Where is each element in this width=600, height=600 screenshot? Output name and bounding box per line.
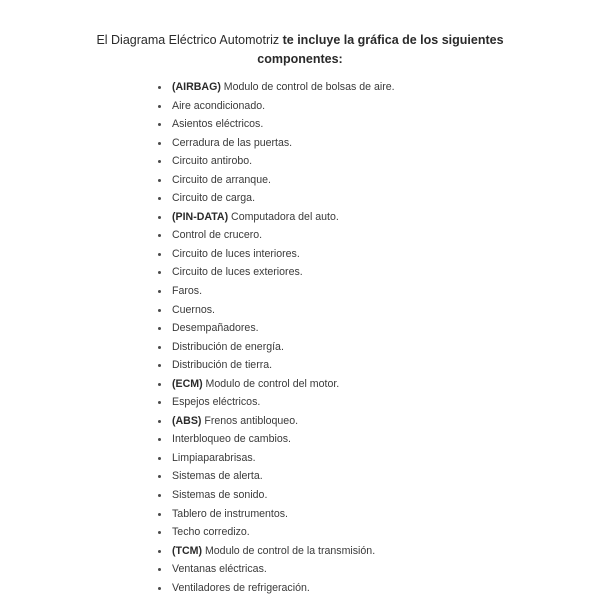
bullet-icon — [158, 401, 161, 404]
list-item — [157, 375, 395, 394]
item-text: Circuito de carga. — [172, 192, 256, 205]
item-text: Cerradura de las puertas. — [172, 136, 293, 149]
list-item — [157, 226, 395, 245]
item-text: Circuito de luces exteriores. — [172, 266, 303, 279]
item-code: (TCM) — [172, 544, 203, 557]
list-item — [157, 523, 395, 542]
list-item — [157, 430, 395, 449]
item-text: Circuito de luces interiores. — [172, 247, 300, 260]
item-text: Modulo de control de bolsas de aire. — [220, 81, 395, 93]
list-item — [157, 78, 395, 97]
list-item — [157, 319, 395, 338]
item-text: Ventiladores de refrigeración. — [172, 581, 310, 594]
component-list — [157, 78, 395, 597]
list-item — [157, 115, 395, 134]
item-code: (ECM) — [172, 377, 203, 390]
list-item — [157, 356, 395, 375]
bullet-icon — [158, 234, 161, 237]
bullet-icon — [158, 105, 161, 108]
item-code: (AIRBAG) — [172, 81, 221, 93]
list-item — [157, 542, 395, 561]
list-item — [157, 152, 395, 171]
list-item — [157, 393, 395, 412]
item-text: Limpiaparabrisas. — [172, 451, 256, 464]
list-item — [157, 301, 395, 320]
bullet-icon — [158, 346, 161, 349]
item-text: Distribución de tierra. — [172, 359, 273, 372]
item-text: Distribución de energía. — [172, 340, 284, 353]
bullet-icon — [158, 587, 161, 590]
item-text: Aire acondicionado. — [172, 99, 266, 112]
bullet-icon — [158, 364, 161, 367]
list-item — [157, 282, 395, 301]
bullet-icon — [158, 253, 161, 256]
bullet-icon — [158, 179, 161, 182]
list-item — [157, 560, 395, 579]
list-item — [157, 449, 395, 468]
item-text: Sistemas de alerta. — [172, 470, 263, 483]
bullet-icon — [158, 438, 161, 441]
bullet-icon — [158, 513, 161, 516]
list-item — [157, 579, 395, 598]
item-text: Sistemas de sonido. — [172, 489, 268, 502]
bullet-icon — [158, 383, 161, 386]
item-text: Interbloqueo de cambios. — [172, 433, 291, 446]
page-heading — [60, 31, 540, 69]
bullet-icon — [158, 475, 161, 478]
bullet-icon — [158, 494, 161, 497]
bullet-icon — [158, 550, 161, 553]
bullet-icon — [158, 123, 161, 126]
list-item — [157, 134, 395, 153]
bullet-icon — [158, 327, 161, 330]
bullet-icon — [158, 216, 161, 219]
list-item — [157, 171, 395, 190]
list-item — [157, 97, 395, 116]
bullet-icon — [158, 160, 161, 163]
list-item — [157, 338, 395, 357]
item-text: Espejos eléctricos. — [172, 396, 261, 409]
heading-intro: El Diagrama Eléctrico Automotriz — [96, 33, 283, 47]
item-text: Tablero de instrumentos. — [172, 507, 289, 520]
item-code: (ABS) — [172, 414, 202, 427]
item-text: Faros. — [172, 285, 203, 298]
bullet-icon — [158, 142, 161, 145]
bullet-icon — [158, 290, 161, 293]
item-text: Ventanas eléctricas. — [172, 563, 267, 576]
item-text: Frenos antibloqueo. — [201, 414, 299, 427]
bullet-icon — [158, 271, 161, 274]
item-text: Computadora del auto. — [228, 210, 339, 223]
bullet-icon — [158, 420, 161, 423]
item-text: Control de crucero. — [172, 229, 263, 242]
item-text: Desempañadores. — [172, 322, 259, 335]
list-item — [157, 263, 395, 282]
bullet-icon — [158, 86, 161, 89]
list-item — [157, 505, 395, 524]
item-text: Modulo de control del motor. — [202, 377, 340, 390]
list-item — [157, 208, 395, 227]
list-item — [157, 245, 395, 264]
item-text: Asientos eléctricos. — [172, 118, 264, 131]
heading-bold: te incluye la gráfica de los siguientes componentes: — [257, 33, 504, 66]
bullet-icon — [158, 457, 161, 460]
bullet-icon — [158, 568, 161, 571]
list-item — [157, 486, 395, 505]
item-code: (PIN-DATA) — [172, 210, 229, 223]
list-item — [157, 467, 395, 486]
item-text: Circuito antirobo. — [172, 155, 253, 168]
item-text: Techo corredizo. — [172, 526, 250, 539]
item-text: Circuito de arranque. — [172, 173, 271, 186]
item-text: Cuernos. — [172, 303, 215, 316]
list-item — [157, 412, 395, 431]
item-text: Modulo de control de la transmisión. — [202, 544, 376, 557]
list-item — [157, 189, 395, 208]
bullet-icon — [158, 531, 161, 534]
bullet-icon — [158, 197, 161, 200]
bullet-icon — [158, 309, 161, 312]
